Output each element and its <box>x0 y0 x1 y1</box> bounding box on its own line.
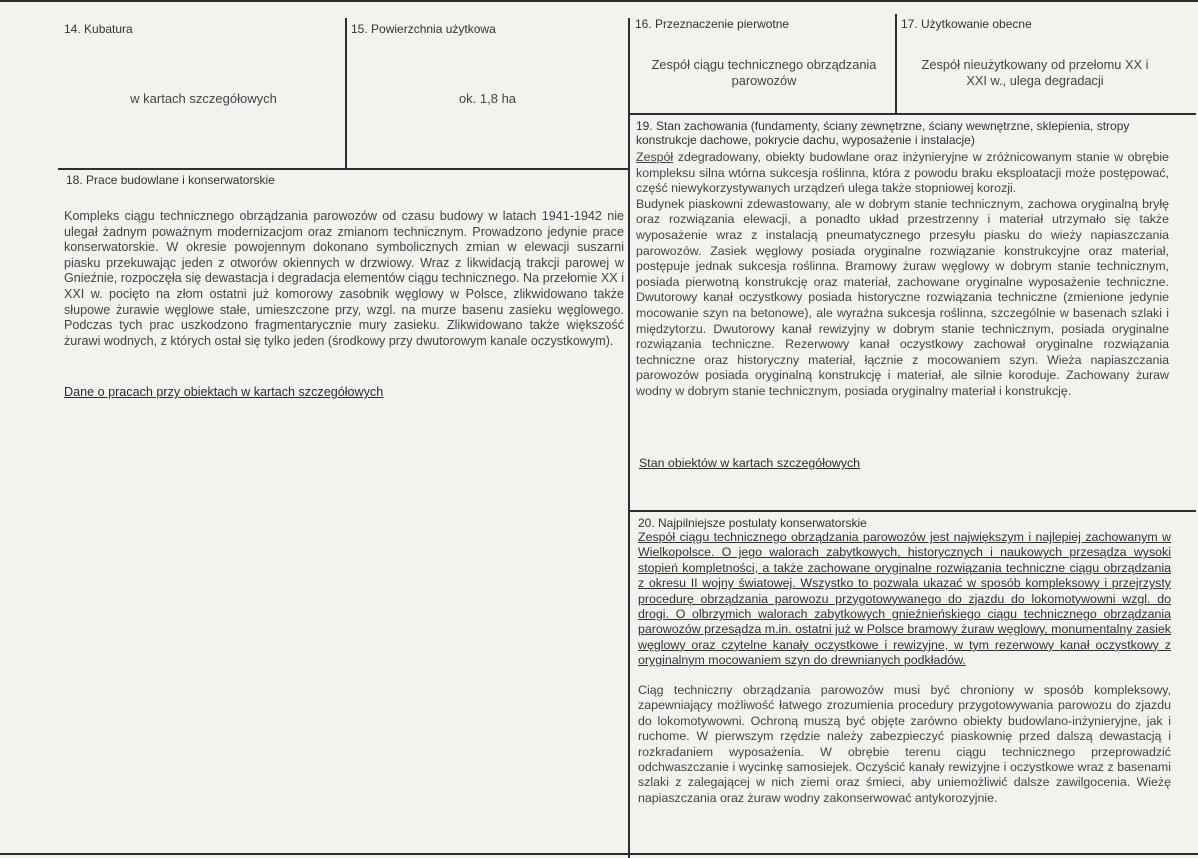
section-19-p2: Budynek piaskowni zdewastowany, ale w dobrym stanie technicznym, zachowa oryginalną bryłę oraz rozwiązania elewacji, a ponadto układ przestrzenny i materiał utrzymało się także wyposażenie wraz z instalacją pneumatycznego przesyłu piasku do wieży napiaszczania parowozów. Zasiek węglowy posiada oryginalne rozwiązanie konstrukcyjne oraz materiał, postępuje jednak sukcesja roślinna. Bramowy żuraw węglowy w dobrym stanie technicznym, posiada pierwotną konstrukcję oraz materiał, zachowane oryginalne wyposażenie techniczne. Dwutorowy kanał oczystkowy posiada historyczne rozwiązania techniczne (zmienione jedynie mocowanie szyn na betonowe), ale wyraźna sukcesja roślinna, szczególnie w basenach szlaki i międzytorzu. Dwutorowy kanał rewizyjny w dobrym stanie technicznym, posiada oryginalne rozwiązania techniczne. Rezerwowy kanał oczystkowy zachował oryginalne rozwiązania techniczne oraz historyczny materiał, łącznie z mocowaniem szyn. Wieża napiaszczania parowozów posiada oryginalną konstrukcję i materiał, ale silnie koroduje. Zachowany żuraw wodny w dobrym stanie technicznym, posiada oryginalny materiał i konstrukcję. <box>636 196 1169 398</box>
section-19-body <box>636 150 1169 400</box>
section-20-body: Ciąg techniczny obrządzania parowozów musi być chroniony w sposób kompleksowy, zapewniający możliwość łatwego zrozumienia procedury przygotowywania parowozu do zjazdu do lokomotywowni. Ochroną muszą być objęte zarówno obiekty budowlano-inżynieryjne, jak i ruchome. W pierwszym rzędzie należy zabezpieczyć piaskownię przed dalszą dewastacją i rozkradaniem wyposażenia. W obrębie terenu ciągu technicznego przeprowadzić odchwaszczanie i wycinkę samosiejek. Oczyścić kanały rewizyjne i oczystkowe wraz z basenami szlaki z zalegającej w nich ziemi oraz śmieci, aby uniemożliwić dalsze zawilgocenia. Wieżę napiaszczania oraz żuraw wodny zakonserwować antykorozyjnie. <box>638 683 1171 805</box>
cell-16-value: Zespół ciągu technicznego obrządzania parowozów <box>651 57 877 88</box>
section-19-link[interactable]: Stan obiektów w kartach szczegółowych <box>639 456 861 470</box>
cell-15-label: 15. Powierzchnia użytkowa <box>351 22 496 36</box>
section-18-label: 18. Prace budowlane i konserwatorskie <box>66 173 275 187</box>
top-border <box>0 0 1198 2</box>
divider-16-17 <box>895 14 897 114</box>
cell-16-label: 16. Przeznaczenie pierwotne <box>635 17 790 31</box>
bottom-border <box>0 853 1198 855</box>
cell-15-value: ok. 1,8 ha <box>458 91 517 106</box>
cell-17-label: 17. Użytkowanie obecne <box>901 17 1032 31</box>
section-19-label: 19. Stan zachowania (fundamenty, ściany zewnętrzne, ściany wewnętrzne, sklepienia, stropy konstrukcje dachowe, pokrycie dachu, wyposażenie i instalacje) <box>636 119 1130 147</box>
divider-19-20 <box>628 510 1196 512</box>
section-18-body: Kompleks ciągu technicznego obrządzania parowozów od czasu budowy w latach 1941-1942 nie ulegał żadnym poważnym modernizacjom oraz zmianom technicznym. Prowadzono jedynie prace konserwatorskie. W okresie powojennym dokonano symbolicznych zmian w elewacji suszarni piasku przekuwając jeden z otworów okiennych w drzwiowy. Wraz z likwidacją trakcji parowej w Gnieźnie, rozpoczęła się dewastacja i degradacja elementów ciągu technicznego. Na przełomie XX i XXI w. pocięto na złom ostatni już komorowy zasobnik węglowy w Polsce, zlikwidowano także słupowe żurawie węglowe stałe, umieszczone przy, wzgl. na murze basenu zasieku węglowego. Podczas tych prac uszkodzono fragmentarycznie mury zasieku. Zlikwidowano także większość żurawi wodnych, z których ostał się tylko jeden (środkowy przy dwutorowym kanale oczystkowym). <box>64 209 624 348</box>
cell-17-value: Zespół nieużytkowany od przełomu XX i XXI w., ulega degradacji <box>921 57 1149 88</box>
divider-row1-left <box>58 168 630 170</box>
cell-14-value: w kartach szczegółowych <box>130 91 277 106</box>
divider-15-16 <box>628 18 630 858</box>
section-18-link[interactable]: Dane o pracach przy obiektach w kartach szczegółowych <box>64 385 384 399</box>
cell-14-label: 14. Kubatura <box>64 22 133 36</box>
section-20-underlined: Zespół ciągu technicznego obrządzania parowozów jest największym i najlepiej zachowanym w Wielkopolsce. O jego walorach zabytkowych, historycznych i naukowych przesądza wysoki stopień kompletności, a także zachowane oryginalne rozwiązania techniczne ciągu obrządzania z okresu II wojny światowej. Wszystko to pozwala ukazać w sposób kompleksowy i przejrzysty procedurę obrządzania parowozu przygotowywanego do zjazdu do lokomotywowni wzgl. do drogi. O olbrzymich walorach zabytkowych gnieźnieńskiego ciągu technicznego obrządzania parowozów przesądza m.in. ostatni już w Polsce bramowy żuraw węglowy, monumentalny zasiek węglowy oraz czytelne kanały oczystkowe i rewizyjne, w tym rezerwowy kanał oczystkowy z oryginalnym mocowaniem szyn do drewnianych podkładów. <box>638 530 1171 668</box>
section-19-lead: Zespół <box>636 150 674 164</box>
divider-row1-right <box>628 113 1196 115</box>
section-19-p1: zdegradowany, obiekty budowlane oraz inżynieryjne w zróżnicowanym stanie w obrębie kompleksu silna wtórna sukcesja roślinna, która z powodu braku eksploatacji może postępować, część niewykorzystywanych urządzeń ulega także stopniowej korozji. <box>636 150 1169 196</box>
section-20-label: 20. Najpilniejsze postulaty konserwatorskie <box>638 516 867 530</box>
